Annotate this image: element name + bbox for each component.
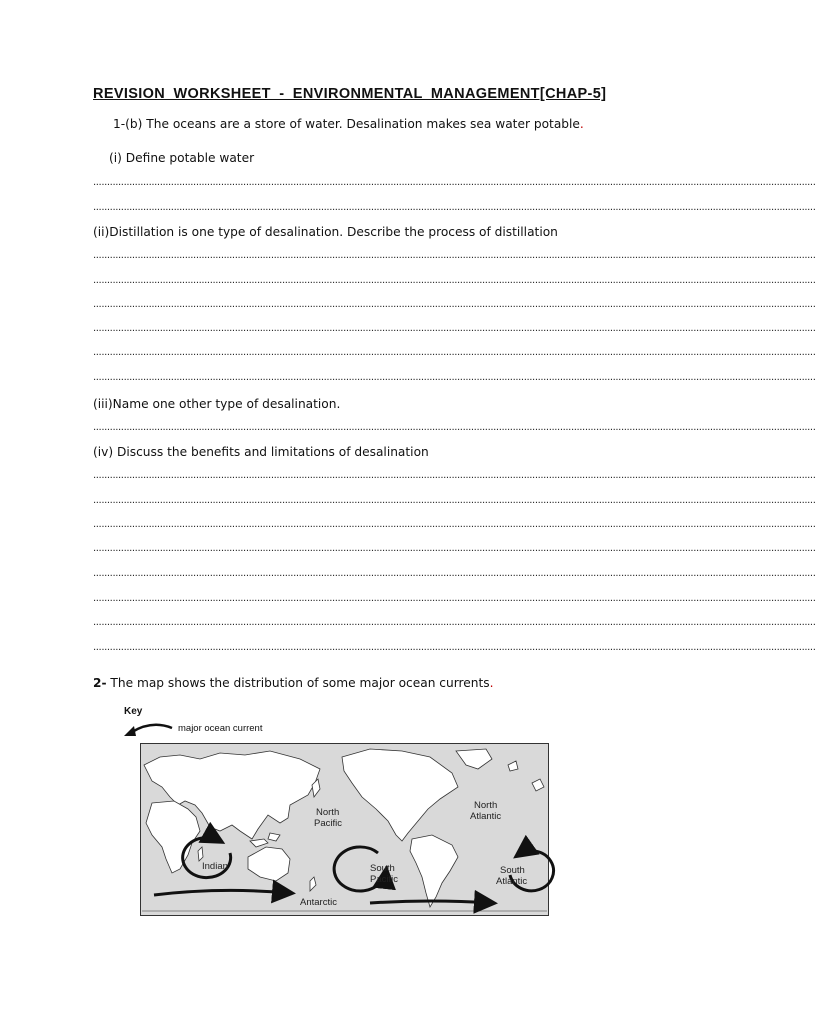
label-south-atlantic-line1: South (500, 865, 525, 876)
answer-line[interactable]: .................................................................................................................................................................................................................................................................... (93, 543, 815, 554)
curved-arrow-icon (122, 720, 176, 740)
worksheet-title: REVISION WORKSHEET - ENVIRONMENTAL MANAGEMENT[CHAP-5] (93, 86, 607, 102)
answer-line[interactable]: .................................................................................................................................................................................................................................................................... (93, 202, 815, 213)
label-indian: Indian (202, 861, 228, 872)
label-south-pacific-line1: South (370, 863, 395, 874)
label-north-atlantic-line1: North (474, 800, 498, 811)
question-2-number: 2- (93, 676, 107, 690)
label-south-pacific-line2: Pacific (370, 874, 398, 885)
label-north-pacific-line2: Pacific (314, 818, 342, 829)
answer-line[interactable]: .................................................................................................................................................................................................................................................................... (93, 568, 815, 579)
question-part-i: (i) Define potable water (109, 151, 255, 165)
question-part-iii: (iii)Name one other type of desalination. (93, 397, 341, 411)
answer-line[interactable]: .................................................................................................................................................................................................................................................................... (93, 250, 815, 261)
question-2-period: . (489, 676, 494, 690)
answer-line[interactable]: .................................................................................................................................................................................................................................................................... (93, 299, 815, 310)
answer-line[interactable]: .................................................................................................................................................................................................................................................................... (93, 347, 815, 358)
answer-line[interactable]: .................................................................................................................................................................................................................................................................... (93, 593, 815, 604)
answer-line[interactable]: .................................................................................................................................................................................................................................................................... (93, 275, 815, 286)
question-part-iv: (iv) Discuss the benefits and limitations of desalination (93, 445, 429, 459)
label-north-pacific-line1: North (316, 807, 340, 818)
answer-line[interactable]: .................................................................................................................................................................................................................................................................... (93, 323, 815, 334)
question-1b-intro (113, 116, 584, 132)
answer-line[interactable]: .................................................................................................................................................................................................................................................................... (93, 470, 815, 481)
answer-line[interactable]: .................................................................................................................................................................................................................................................................... (93, 495, 815, 506)
answer-line[interactable]: .................................................................................................................................................................................................................................................................... (93, 422, 815, 433)
answer-line[interactable]: .................................................................................................................................................................................................................................................................... (93, 617, 815, 628)
label-antarctic: Antarctic (300, 897, 337, 908)
answer-line[interactable]: .................................................................................................................................................................................................................................................................... (93, 372, 815, 383)
key-title: Key (124, 706, 143, 717)
question-1b-text: 1-(b) The oceans are a store of water. Desalination makes sea water potable (113, 117, 580, 131)
label-north-atlantic-line2: Atlantic (470, 811, 502, 822)
question-2-text: The map shows the distribution of some major ocean currents (106, 676, 490, 690)
answer-line[interactable]: .................................................................................................................................................................................................................................................................... (93, 519, 815, 530)
question-2 (93, 675, 494, 691)
answer-line[interactable]: .................................................................................................................................................................................................................................................................... (93, 642, 815, 653)
map-key (122, 706, 322, 738)
label-south-atlantic-line2: Atlantic (496, 876, 528, 887)
ocean-currents-map (140, 743, 549, 916)
question-part-ii: (ii)Distillation is one type of desalination. Describe the process of distillation (93, 225, 558, 239)
key-label: major ocean current (178, 723, 263, 734)
answer-line[interactable]: .................................................................................................................................................................................................................................................................... (93, 177, 815, 188)
question-1b-period: . (579, 117, 584, 131)
